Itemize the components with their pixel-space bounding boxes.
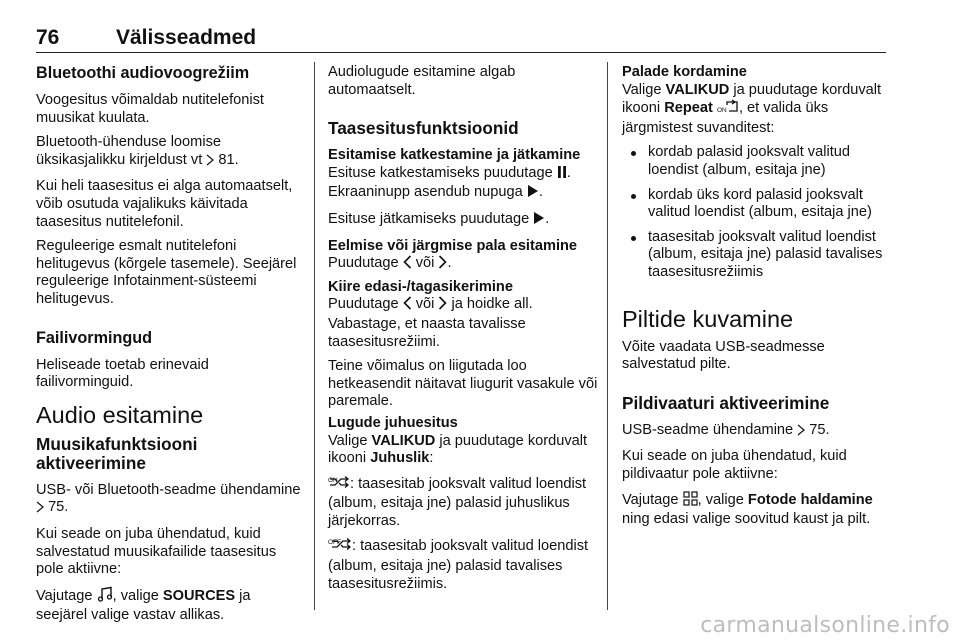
paragraph: Võite vaadata USB-seadmesse salvestatud pilte. (622, 338, 825, 373)
paragraph: Reguleerige esmalt nutitelefoni helitugevus (kõrgele tasemele). Seejärel reguleerige Infotainment-süsteemi helitugevus. (36, 238, 297, 307)
svg-text:OFF: OFF (328, 539, 341, 547)
text: Vajutage (622, 491, 679, 508)
list-item (622, 144, 888, 179)
shuffle-heading: Lugude juhuesitus (328, 414, 458, 431)
play-icon (527, 184, 539, 204)
column-3 (622, 64, 888, 536)
list-item (622, 229, 888, 282)
text: või (415, 255, 435, 272)
fast-forward-rewind-heading: Kiire edasi-/tagasikerimine (328, 278, 513, 295)
repeat-on-icon (717, 99, 739, 120)
pause-resume-heading: Esitamise katkestamine ja jätkamine (328, 147, 581, 164)
paragraph (622, 82, 888, 138)
text: . (545, 210, 550, 227)
bluetooth-audio-heading: Bluetoothi audiovoogrežiim (36, 64, 250, 82)
column-divider-2 (607, 62, 608, 610)
page-reference[interactable]: 81. (218, 151, 239, 168)
music-activation-heading: Muusikafunktsiooni aktiveerimine (36, 433, 198, 473)
page-reference[interactable]: 75. (809, 421, 830, 438)
list-item (622, 187, 888, 222)
paragraph (328, 165, 598, 204)
paragraph (328, 433, 598, 468)
options-label: VALIKUD (371, 432, 436, 449)
paragraph: Heliseade toetab erinevaid failivorminguid. (36, 356, 209, 391)
paragraph (622, 422, 888, 442)
play-icon (533, 211, 545, 231)
playback-functions-heading: Taasesitusfunktsioonid (328, 118, 519, 139)
chevron-right-icon (438, 296, 447, 316)
text: , valige (112, 587, 159, 604)
bullet (631, 236, 636, 241)
svg-text:ON: ON (328, 476, 338, 484)
paragraph (36, 586, 304, 625)
text: Bluetooth-ühenduse loomise üksikasjalikku kirjeldust vt (36, 134, 221, 168)
bullet (631, 194, 636, 199)
text: , valige (697, 491, 744, 508)
audio-playback-heading: Audio esitamine (36, 401, 204, 428)
paragraph (36, 482, 304, 519)
column-1 (36, 64, 304, 632)
paragraph: Kui heli taasesitus ei alga automaatselt, võib osutuda vajalikuks käivitada taasesitus nutitelefonil. (36, 178, 293, 230)
text: ning edasi valige soovitud kaust ja pilt. (622, 511, 871, 528)
text: . Ekraaninupp asendub nupuga (328, 164, 571, 201)
pause-icon (557, 165, 567, 185)
text: Esituse jätkamiseks puudutage (328, 210, 530, 227)
text: ja puudutage korduvalt ikooni (622, 81, 882, 117)
paragraph (328, 475, 598, 531)
text: või (415, 296, 435, 313)
paragraph (328, 255, 598, 275)
file-formats-heading: Failivormingud (36, 328, 153, 347)
chapter-title: Välisseadmed (116, 26, 257, 49)
page-reference[interactable]: 75. (48, 499, 69, 516)
options-label: VALIKUD (665, 81, 730, 98)
text: ja hoidke all. Vabastage, et naasta tavalisse taasesitusrežiimi. (328, 296, 533, 350)
text: . (538, 184, 543, 201)
photo-management-label: Fotode haldamine (747, 491, 873, 508)
page-reference-icon (206, 154, 214, 172)
bullet (631, 151, 636, 156)
paragraph: Kui seade on juba ühendatud, kuid pildivaatur pole aktiivne: (622, 448, 847, 482)
text: Puudutage (328, 296, 399, 313)
text: kordab üks kord palasid jooksvalt valitud loendist (album, esitaja jne) (648, 186, 872, 221)
pictures-heading: Piltide kuvamine (622, 305, 794, 332)
paragraph (36, 134, 304, 171)
text: : taasesitab jooksvalt valitud loendist (album, esitaja jne) palasid tavalises taasesitusrežiimis. (328, 538, 589, 592)
page-header (36, 26, 886, 52)
text: taasesitab jooksvalt valitud loendist (album, esitaja jne) palasid tavalises taasesitusrežiimis (648, 228, 883, 280)
page-number: 76 (36, 26, 60, 49)
text: Valige (328, 432, 368, 449)
watermark: carmanualsonline.info (700, 613, 950, 638)
text: Vajutage (36, 587, 93, 604)
text: : taasesitab jooksvalt valitud loendist (album, esitaja jne) palasid juhuslikus järjekorras. (328, 475, 587, 529)
shuffle-on-icon (328, 475, 350, 496)
paragraph: Voogesitus võimaldab nutitelefonist muusikat kuulata. (36, 92, 264, 126)
paragraph: Audiolugude esitamine algab automaatselt. (328, 64, 516, 98)
text: . (447, 255, 452, 272)
paragraph (328, 537, 598, 593)
column-2 (328, 64, 598, 600)
prev-next-track-heading: Eelmise või järgmise pala esitamine (328, 237, 578, 254)
chevron-left-icon (403, 255, 412, 275)
column-divider-1 (314, 62, 315, 610)
page-reference-icon (797, 424, 805, 442)
repeat-label: Repeat (664, 100, 713, 117)
shuffle-label: Juhuslik (370, 450, 430, 467)
text: Valige (622, 81, 662, 98)
repeat-options-list (622, 144, 888, 281)
picture-viewer-heading: Pildivaaturi aktiveerimine (622, 392, 830, 413)
grid-menu-icon (683, 491, 698, 512)
text: ja puudutage korduvalt ikooni (328, 432, 588, 467)
svg-text:ON: ON (716, 107, 727, 115)
sources-label: SOURCES (162, 587, 236, 604)
shuffle-off-icon (328, 537, 352, 558)
page-reference-icon (36, 501, 44, 519)
music-note-icon (97, 586, 113, 608)
repeat-heading: Palade kordamine (622, 64, 747, 80)
text: , et valida üks järgmistest suvanditest: (622, 100, 829, 136)
paragraph: Kui seade on juba ühendatud, kuid salvestatud muusikafailide taasesitus pole aktiivne: (36, 525, 277, 578)
paragraph (328, 211, 598, 231)
paragraph (328, 296, 598, 351)
text: USB-seadme ühendamine (622, 421, 794, 438)
text: kordab palasid jooksvalt valitud loendist (album, esitaja jne) (648, 144, 850, 178)
text: Puudutage (328, 255, 399, 272)
paragraph (622, 491, 888, 529)
paragraph: Teine võimalus on liigutada loo hetkeasendit näitavat liugurit vasakule või paremale. (328, 358, 598, 410)
text: : (429, 450, 434, 467)
text: USB- või Bluetooth-seadme ühendamine (36, 481, 301, 498)
text: ja seejärel valige vastav allikas. (36, 587, 251, 624)
text: Esituse katkestamiseks puudutage (328, 164, 553, 181)
header-rule (36, 52, 886, 53)
chevron-left-icon (403, 296, 412, 316)
